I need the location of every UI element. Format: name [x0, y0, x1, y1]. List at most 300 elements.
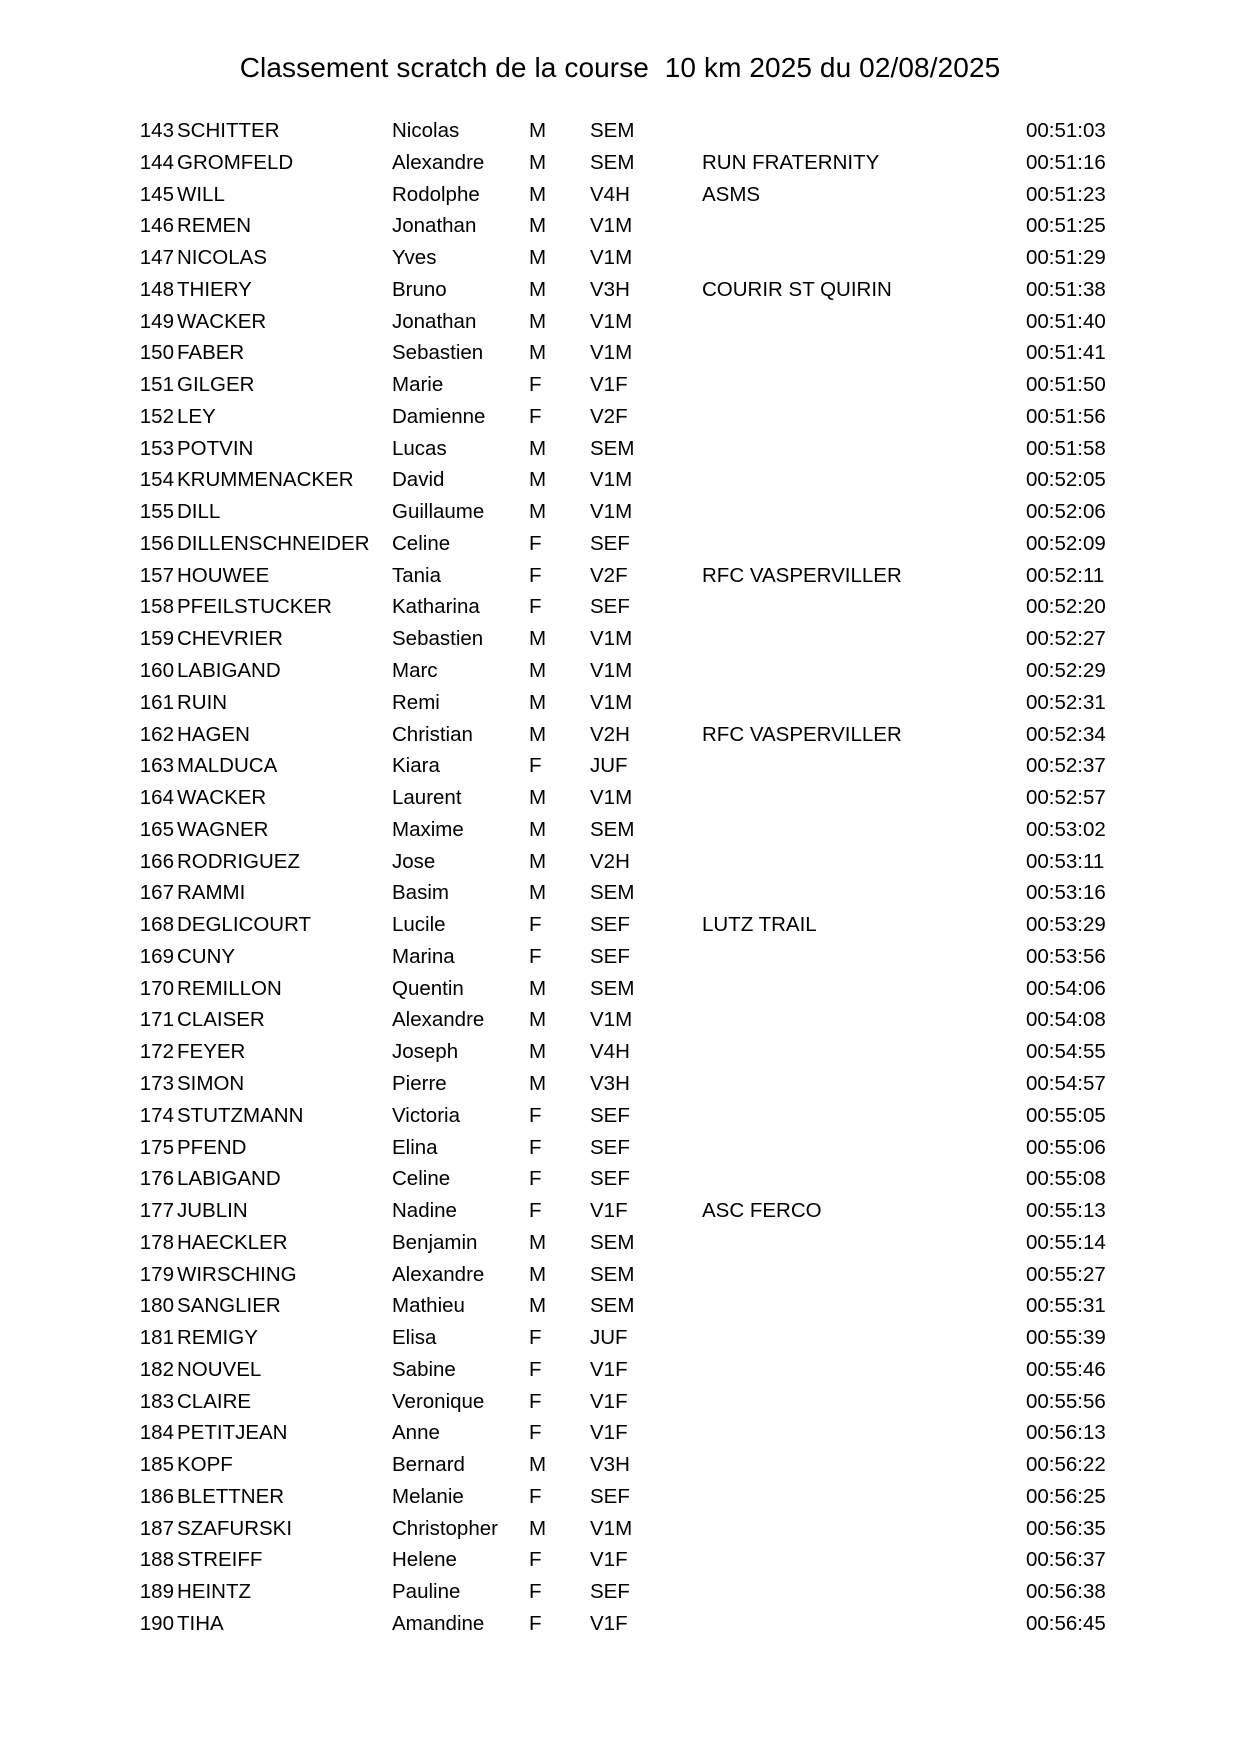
first-name-cell: Pauline	[392, 1580, 461, 1604]
last-name-cell: RUIN	[177, 690, 228, 714]
sex-cell: M	[529, 627, 547, 651]
rank-cell: 165	[139, 817, 174, 841]
rank-cell: 152	[139, 404, 174, 428]
rank-cell: 174	[139, 1103, 174, 1127]
last-name-cell: SANGLIER	[177, 1294, 281, 1318]
first-name-cell: Alexandre	[392, 1008, 485, 1032]
first-name-cell: Marie	[392, 373, 444, 397]
time-cell: 00:52:34	[1026, 722, 1106, 746]
first-name-cell: Alexandre	[392, 150, 485, 174]
category-cell: V2F	[590, 563, 628, 587]
first-name-cell: Sabine	[392, 1357, 456, 1381]
first-name-cell: Pierre	[392, 1071, 447, 1095]
time-cell: 00:53:29	[1026, 913, 1106, 937]
sex-cell: F	[529, 531, 542, 555]
sex-cell: F	[529, 1580, 542, 1604]
rank-cell: 150	[139, 341, 174, 365]
last-name-cell: LABIGAND	[177, 1167, 281, 1191]
category-cell: SEF	[590, 944, 630, 968]
rank-cell: 183	[139, 1389, 174, 1413]
table-row	[0, 1386, 1240, 1418]
table-row	[0, 1132, 1240, 1164]
last-name-cell: NICOLAS	[177, 246, 267, 270]
rank-cell: 175	[139, 1135, 174, 1159]
table-row	[0, 591, 1240, 623]
time-cell: 00:52:29	[1026, 659, 1106, 683]
sex-cell: F	[529, 1357, 542, 1381]
category-cell: SEF	[590, 531, 630, 555]
rank-cell: 176	[139, 1167, 174, 1191]
sex-cell: M	[529, 119, 547, 142]
rank-cell: 151	[139, 373, 174, 397]
category-cell: SEM	[590, 817, 635, 841]
time-cell: 00:51:16	[1026, 150, 1106, 174]
last-name-cell: WAGNER	[177, 817, 269, 841]
category-cell: V2H	[590, 722, 630, 746]
table-row	[0, 242, 1240, 274]
sex-cell: M	[529, 341, 547, 365]
category-cell: V4H	[590, 1040, 630, 1064]
first-name-cell: Benjamin	[392, 1230, 478, 1254]
page-title: Classement scratch de la course 10 km 2025 du 02/08/2025	[239, 52, 1001, 83]
time-cell: 00:53:11	[1026, 849, 1105, 873]
category-cell: V1F	[590, 1611, 628, 1635]
rank-cell: 159	[139, 627, 174, 651]
table-row	[0, 1608, 1240, 1640]
sex-cell: F	[529, 1548, 542, 1572]
first-name-cell: Yves	[392, 246, 437, 270]
sex-cell: M	[529, 150, 547, 174]
last-name-cell: SCHITTER	[177, 119, 280, 142]
table-row	[0, 941, 1240, 973]
sex-cell: M	[529, 881, 547, 905]
sex-cell: F	[529, 1611, 542, 1635]
category-cell: V1F	[590, 1548, 628, 1572]
club-cell: ASMS	[702, 182, 761, 206]
first-name-cell: Alexandre	[392, 1262, 485, 1286]
last-name-cell: POTVIN	[177, 436, 254, 460]
time-cell: 00:51:38	[1026, 277, 1106, 301]
time-cell: 00:51:03	[1026, 119, 1106, 142]
sex-cell: F	[529, 913, 542, 937]
rank-cell: 172	[139, 1040, 174, 1064]
rank-cell: 157	[139, 563, 174, 587]
sex-cell: M	[529, 1230, 547, 1254]
rank-cell: 178	[139, 1230, 174, 1254]
time-cell: 00:54:55	[1026, 1040, 1106, 1064]
time-cell: 00:55:27	[1026, 1262, 1106, 1286]
last-name-cell: REMEN	[177, 214, 252, 238]
first-name-cell: Elina	[392, 1135, 438, 1159]
time-cell: 00:51:41	[1026, 341, 1106, 365]
sex-cell: M	[529, 1516, 547, 1540]
rank-cell: 188	[139, 1548, 174, 1572]
category-cell: SEM	[590, 1294, 635, 1318]
category-cell: V1M	[590, 309, 633, 333]
category-cell: SEF	[590, 1484, 630, 1508]
sex-cell: M	[529, 786, 547, 810]
table-row	[0, 560, 1240, 592]
category-cell: SEF	[590, 1103, 630, 1127]
time-cell: 00:55:31	[1026, 1294, 1106, 1318]
table-row	[0, 1259, 1240, 1291]
rank-cell: 160	[139, 659, 174, 683]
table-row	[0, 147, 1240, 179]
time-cell: 00:54:08	[1026, 1008, 1106, 1032]
rank-cell: 154	[139, 468, 174, 492]
first-name-cell: Bernard	[392, 1453, 465, 1477]
last-name-cell: GILGER	[177, 373, 255, 397]
category-cell: V3H	[590, 1453, 630, 1477]
table-row	[0, 1100, 1240, 1132]
sex-cell: M	[529, 1071, 547, 1095]
rank-cell: 167	[139, 881, 174, 905]
first-name-cell: Rodolphe	[392, 182, 480, 206]
rank-cell: 185	[139, 1453, 174, 1477]
table-row	[0, 1481, 1240, 1513]
sex-cell: F	[529, 1389, 542, 1413]
table-row	[0, 1195, 1240, 1227]
category-cell: V1F	[590, 1389, 628, 1413]
category-cell: V1M	[590, 659, 633, 683]
sex-cell: M	[529, 690, 547, 714]
category-cell: SEM	[590, 1262, 635, 1286]
sex-cell: M	[529, 436, 547, 460]
time-cell: 00:52:09	[1026, 531, 1106, 555]
time-cell: 00:55:39	[1026, 1326, 1106, 1350]
rank-cell: 161	[139, 690, 174, 714]
category-cell: SEM	[590, 1230, 635, 1254]
first-name-cell: Elisa	[392, 1326, 437, 1350]
category-cell: SEM	[590, 436, 635, 460]
rank-cell: 147	[139, 246, 174, 270]
time-cell: 00:56:45	[1026, 1611, 1106, 1635]
table-row	[0, 115, 1240, 147]
table-row	[0, 1068, 1240, 1100]
table-row	[0, 1544, 1240, 1576]
time-cell: 00:51:29	[1026, 246, 1106, 270]
first-name-cell: Celine	[392, 1167, 451, 1191]
last-name-cell: CLAIRE	[177, 1389, 252, 1413]
rank-cell: 171	[139, 1008, 174, 1032]
sex-cell: F	[529, 1167, 542, 1191]
rank-cell: 170	[139, 976, 174, 1000]
category-cell: V1M	[590, 627, 633, 651]
last-name-cell: KRUMMENACKER	[177, 468, 354, 492]
category-cell: V1F	[590, 1357, 628, 1381]
last-name-cell: PFEILSTUCKER	[177, 595, 332, 619]
table-row	[0, 1004, 1240, 1036]
first-name-cell: Maxime	[392, 817, 464, 841]
first-name-cell: Christian	[392, 722, 473, 746]
time-cell: 00:55:13	[1026, 1199, 1106, 1223]
rank-cell: 177	[139, 1199, 174, 1223]
last-name-cell: DILL	[177, 500, 221, 524]
table-row	[0, 623, 1240, 655]
category-cell: JUF	[590, 1326, 628, 1350]
rank-cell: 155	[139, 500, 174, 524]
rank-cell: 186	[139, 1484, 174, 1508]
time-cell: 00:55:08	[1026, 1167, 1106, 1191]
rank-cell: 164	[139, 786, 174, 810]
category-cell: V1M	[590, 246, 633, 270]
table-row	[0, 1322, 1240, 1354]
last-name-cell: HAECKLER	[177, 1230, 288, 1254]
first-name-cell: Marina	[392, 944, 455, 968]
table-row	[0, 719, 1240, 751]
time-cell: 00:55:05	[1026, 1103, 1106, 1127]
sex-cell: M	[529, 1008, 547, 1032]
last-name-cell: WACKER	[177, 309, 267, 333]
table-row	[0, 210, 1240, 242]
club-cell: RFC VASPERVILLER	[702, 722, 902, 746]
club-cell: RUN FRATERNITY	[702, 150, 880, 174]
table-row	[0, 655, 1240, 687]
first-name-cell: Nadine	[392, 1199, 457, 1223]
last-name-cell: KOPF	[177, 1453, 233, 1477]
table-row	[0, 1513, 1240, 1545]
category-cell: V3H	[590, 1071, 630, 1095]
rank-cell: 149	[139, 309, 174, 333]
table-row	[0, 1036, 1240, 1068]
first-name-cell: Guillaume	[392, 500, 485, 524]
rank-cell: 148	[139, 277, 174, 301]
sex-cell: F	[529, 1326, 542, 1350]
category-cell: V1M	[590, 468, 633, 492]
category-cell: V1M	[590, 786, 633, 810]
last-name-cell: RAMMI	[177, 881, 246, 905]
last-name-cell: SIMON	[177, 1071, 245, 1095]
last-name-cell: CLAISER	[177, 1008, 265, 1032]
category-cell: V1M	[590, 1008, 633, 1032]
last-name-cell: CUNY	[177, 944, 236, 968]
sex-cell: F	[529, 944, 542, 968]
first-name-cell: Laurent	[392, 786, 462, 810]
sex-cell: M	[529, 659, 547, 683]
sex-cell: M	[529, 277, 547, 301]
last-name-cell: REMILLON	[177, 976, 282, 1000]
rank-cell: 182	[139, 1357, 174, 1381]
sex-cell: M	[529, 976, 547, 1000]
category-cell: V2H	[590, 849, 630, 873]
last-name-cell: GROMFELD	[177, 150, 294, 174]
sex-cell: F	[529, 1103, 542, 1127]
time-cell: 00:51:50	[1026, 373, 1106, 397]
last-name-cell: MALDUCA	[177, 754, 278, 778]
table-row	[0, 782, 1240, 814]
last-name-cell: HOUWEE	[177, 563, 270, 587]
time-cell: 00:51:58	[1026, 436, 1106, 460]
rank-cell: 184	[139, 1421, 174, 1445]
sex-cell: M	[529, 1040, 547, 1064]
last-name-cell: WIRSCHING	[177, 1262, 297, 1286]
rank-cell: 162	[139, 722, 174, 746]
time-cell: 00:52:57	[1026, 786, 1106, 810]
last-name-cell: SZAFURSKI	[177, 1516, 293, 1540]
last-name-cell: DILLENSCHNEIDER	[177, 531, 370, 555]
last-name-cell: JUBLIN	[177, 1199, 248, 1223]
first-name-cell: Jose	[392, 849, 436, 873]
sex-cell: M	[529, 849, 547, 873]
last-name-cell: STREIFF	[177, 1548, 263, 1572]
time-cell: 00:55:14	[1026, 1230, 1106, 1254]
rank-cell: 153	[139, 436, 174, 460]
category-cell: V1M	[590, 500, 633, 524]
rank-cell: 158	[139, 595, 174, 619]
rank-cell: 187	[139, 1516, 174, 1540]
last-name-cell: FEYER	[177, 1040, 246, 1064]
first-name-cell: Damienne	[392, 404, 486, 428]
sex-cell: M	[529, 214, 547, 238]
category-cell: SEF	[590, 595, 630, 619]
table-row	[0, 179, 1240, 211]
table-row	[0, 1354, 1240, 1386]
first-name-cell: Anne	[392, 1421, 440, 1445]
rank-cell: 173	[139, 1071, 174, 1095]
category-cell: V1M	[590, 341, 633, 365]
category-cell: JUF	[590, 754, 628, 778]
first-name-cell: Nicolas	[392, 119, 460, 142]
sex-cell: M	[529, 1262, 547, 1286]
category-cell: V1F	[590, 373, 628, 397]
time-cell: 00:56:25	[1026, 1484, 1106, 1508]
table-row	[0, 401, 1240, 433]
rank-cell: 166	[139, 849, 174, 873]
table-row	[0, 1227, 1240, 1259]
rank-cell: 168	[139, 913, 174, 937]
category-cell: SEF	[590, 1167, 630, 1191]
time-cell: 00:55:46	[1026, 1357, 1106, 1381]
sex-cell: F	[529, 1484, 542, 1508]
last-name-cell: HEINTZ	[177, 1580, 252, 1604]
table-row	[0, 496, 1240, 528]
first-name-cell: Mathieu	[392, 1294, 465, 1318]
first-name-cell: Remi	[392, 690, 440, 714]
last-name-cell: HAGEN	[177, 722, 250, 746]
time-cell: 00:51:23	[1026, 182, 1106, 206]
time-cell: 00:52:37	[1026, 754, 1106, 778]
rank-cell: 163	[139, 754, 174, 778]
first-name-cell: Christopher	[392, 1516, 498, 1540]
first-name-cell: Lucas	[392, 436, 447, 460]
table-row	[0, 814, 1240, 846]
rank-cell: 146	[139, 214, 174, 238]
time-cell: 00:56:37	[1026, 1548, 1106, 1572]
sex-cell: F	[529, 1135, 542, 1159]
time-cell: 00:56:22	[1026, 1453, 1106, 1477]
table-row	[0, 1576, 1240, 1608]
category-cell: V1F	[590, 1199, 628, 1223]
table-row	[0, 369, 1240, 401]
first-name-cell: Lucile	[392, 913, 446, 937]
sex-cell: F	[529, 563, 542, 587]
first-name-cell: Kiara	[392, 754, 440, 778]
category-cell: V1M	[590, 214, 633, 238]
last-name-cell: DEGLICOURT	[177, 913, 312, 937]
sex-cell: M	[529, 817, 547, 841]
category-cell: SEF	[590, 913, 630, 937]
rank-cell: 169	[139, 944, 174, 968]
club-cell: RFC VASPERVILLER	[702, 563, 902, 587]
first-name-cell: Katharina	[392, 595, 480, 619]
table-row	[0, 1417, 1240, 1449]
sex-cell: M	[529, 1453, 547, 1477]
rank-cell: 179	[139, 1262, 174, 1286]
rank-cell: 145	[139, 182, 174, 206]
last-name-cell: NOUVEL	[177, 1357, 262, 1381]
time-cell: 00:52:06	[1026, 500, 1106, 524]
category-cell: SEM	[590, 119, 635, 142]
first-name-cell: Marc	[392, 659, 438, 683]
last-name-cell: WILL	[177, 182, 225, 206]
last-name-cell: PETITJEAN	[177, 1421, 288, 1445]
rank-cell: 156	[139, 531, 174, 555]
time-cell: 00:52:05	[1026, 468, 1106, 492]
sex-cell: M	[529, 1294, 547, 1318]
first-name-cell: Celine	[392, 531, 451, 555]
time-cell: 00:51:40	[1026, 309, 1106, 333]
sex-cell: F	[529, 1421, 542, 1445]
table-row	[0, 973, 1240, 1005]
last-name-cell: CHEVRIER	[177, 627, 283, 651]
time-cell: 00:53:02	[1026, 817, 1106, 841]
time-cell: 00:53:16	[1026, 881, 1106, 905]
category-cell: SEF	[590, 1580, 630, 1604]
rank-cell: 189	[139, 1580, 174, 1604]
category-cell: V2F	[590, 404, 628, 428]
sex-cell: M	[529, 246, 547, 270]
time-cell: 00:56:35	[1026, 1516, 1106, 1540]
rank-cell: 143	[139, 119, 174, 142]
rank-cell: 190	[139, 1611, 174, 1635]
time-cell: 00:52:11	[1026, 563, 1105, 587]
first-name-cell: Sebastien	[392, 627, 484, 651]
first-name-cell: Melanie	[392, 1484, 464, 1508]
time-cell: 00:55:06	[1026, 1135, 1106, 1159]
table-row	[0, 337, 1240, 369]
sex-cell: F	[529, 1199, 542, 1223]
time-cell: 00:52:31	[1026, 690, 1106, 714]
time-cell: 00:54:57	[1026, 1071, 1106, 1095]
first-name-cell: Veronique	[392, 1389, 485, 1413]
category-cell: V4H	[590, 182, 630, 206]
table-row	[0, 909, 1240, 941]
category-cell: SEM	[590, 881, 635, 905]
first-name-cell: Bruno	[392, 277, 447, 301]
time-cell: 00:52:27	[1026, 627, 1106, 651]
last-name-cell: PFEND	[177, 1135, 247, 1159]
last-name-cell: FABER	[177, 341, 245, 365]
table-row	[0, 750, 1240, 782]
first-name-cell: Basim	[392, 881, 449, 905]
first-name-cell: Helene	[392, 1548, 457, 1572]
time-cell: 00:54:06	[1026, 976, 1106, 1000]
table-row	[0, 1163, 1240, 1195]
sex-cell: M	[529, 500, 547, 524]
sex-cell: M	[529, 468, 547, 492]
table-row	[0, 877, 1240, 909]
last-name-cell: TIHA	[177, 1611, 224, 1635]
category-cell: SEF	[590, 1135, 630, 1159]
last-name-cell: THIERY	[177, 277, 252, 301]
category-cell: SEM	[590, 976, 635, 1000]
time-cell: 00:51:56	[1026, 404, 1106, 428]
first-name-cell: Tania	[392, 563, 442, 587]
last-name-cell: REMIGY	[177, 1326, 258, 1350]
time-cell: 00:56:38	[1026, 1580, 1106, 1604]
sex-cell: M	[529, 182, 547, 206]
results-table	[0, 115, 1240, 1640]
